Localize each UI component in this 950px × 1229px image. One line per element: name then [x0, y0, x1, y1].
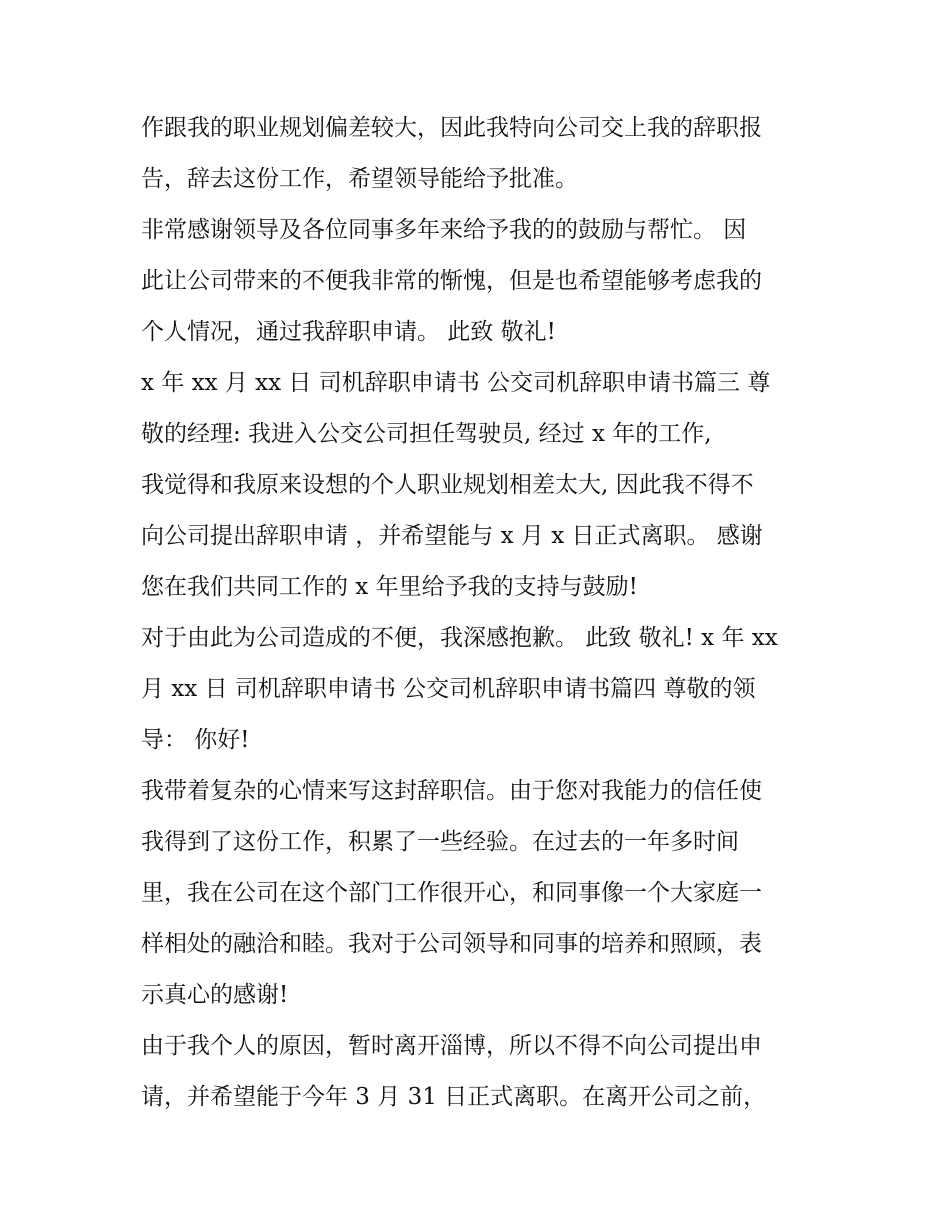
text-line-5: 个人情况，通过我辞职申请。 此致 敬礼! — [141, 319, 556, 345]
text-line-13: 导： 你好! — [141, 727, 250, 753]
text-line-19: 由于我个人的原因，暂时离开淄博，所以不得不向公司提出申 — [141, 1033, 762, 1059]
text-line-12: 月 xx 日 司机辞职申请书 公交司机辞职申请书篇四 尊敬的领 — [141, 676, 756, 702]
text-line-3: 非常感谢领导及各位同事多年来给予我的的鼓励与帮忙。 因 — [141, 217, 747, 243]
text-line-10: 您在我们共同工作的 x 年里给予我的支持与鼓励! — [141, 574, 638, 600]
text-line-20: 请，并希望能于今年 3 月 31 日正式离职。在离开公司之前， — [141, 1084, 767, 1110]
text-line-8: 我觉得和我原来设想的个人职业规划相差太大, 因此我不得不 — [141, 472, 754, 498]
text-line-1: 作跟我的职业规划偏差较大，因此我特向公司交上我的辞职报 — [141, 115, 762, 141]
text-line-16: 里，我在公司在这个部门工作很开心，和同事像一个大家庭一 — [141, 880, 762, 906]
text-line-6: x 年 xx 月 xx 日 司机辞职申请书 公交司机辞职申请书篇三 尊 — [141, 370, 771, 396]
text-line-9: 向公司提出辞职申请 ，并希望能与 x 月 x 日正式离职。 感谢 — [141, 523, 763, 549]
text-line-7: 敬的经理: 我进入公交公司担任驾驶员, 经过 x 年的工作, — [141, 421, 712, 447]
text-line-18: 示真心的感谢! — [141, 982, 289, 1008]
text-line-14: 我带着复杂的心情来写这封辞职信。由于您对我能力的信任使 — [141, 778, 762, 804]
text-line-4: 此让公司带来的不便我非常的惭愧，但是也希望能够考虑我的 — [141, 268, 762, 294]
text-line-17: 样相处的融洽和睦。我对于公司领导和同事的培养和照顾，表 — [141, 931, 762, 957]
document-body — [141, 103, 821, 1123]
text-line-15: 我得到了这份工作，积累了一些经验。在过去的一年多时间 — [141, 829, 739, 855]
text-line-11: 对于由此为公司造成的不便，我深感抱歉。 此致 敬礼! x 年 xx — [141, 625, 778, 651]
text-line-2: 告，辞去这份工作，希望领导能给予批准。 — [141, 166, 578, 192]
